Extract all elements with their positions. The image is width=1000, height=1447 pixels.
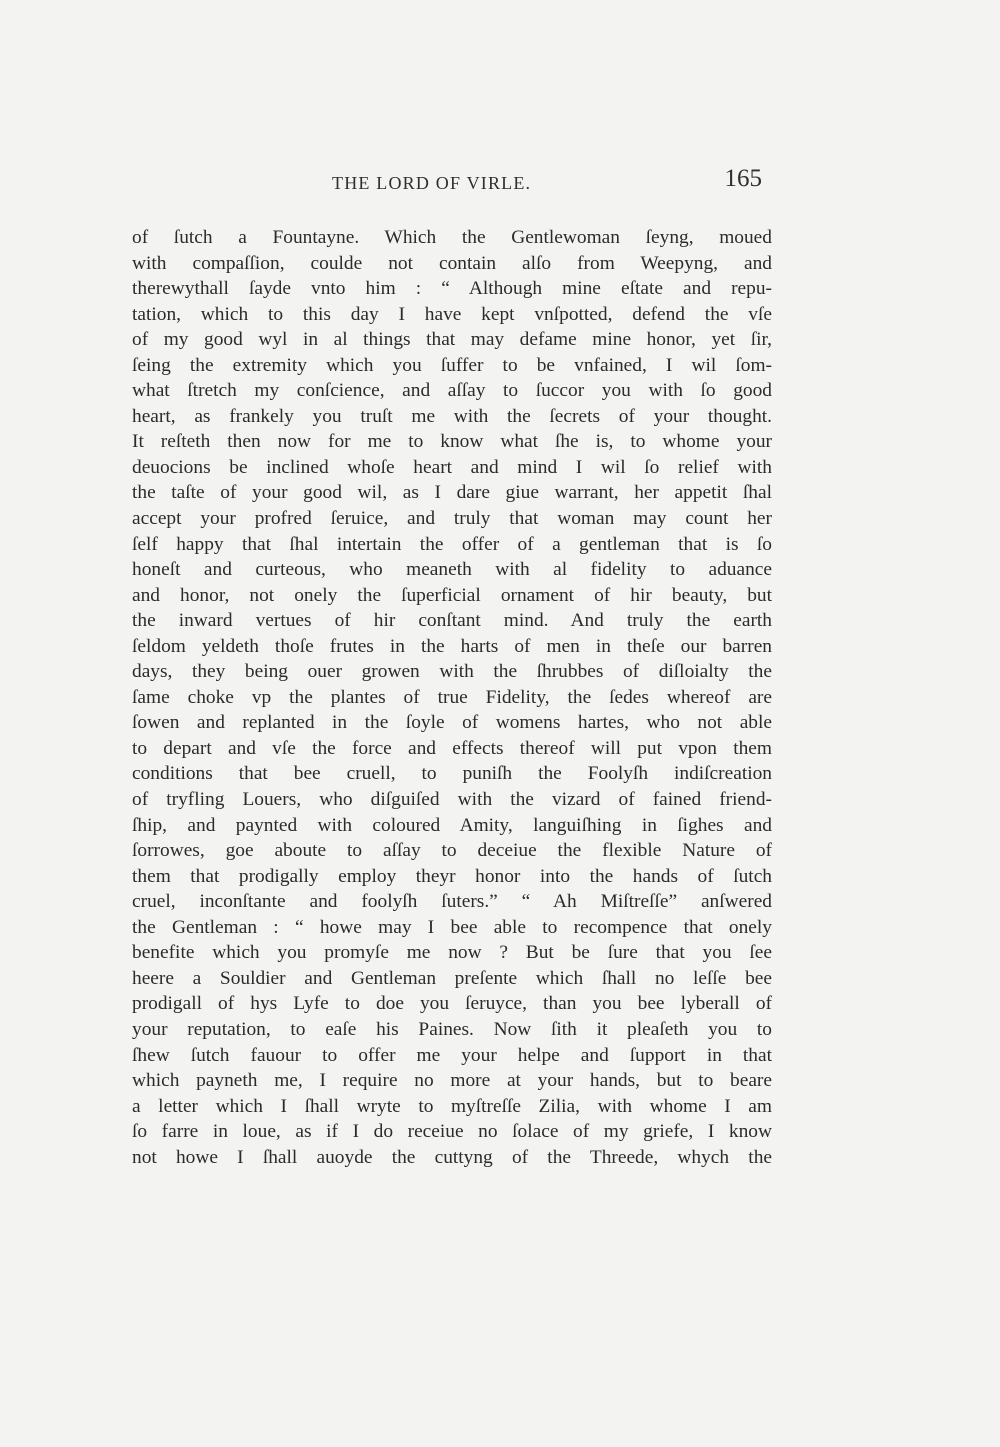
text-line: deuocions be inclined whoſe heart and mind I wil ſo relief with bbox=[132, 456, 772, 478]
text-line: days, they being ouer growen with the ſhrubbes of diſloialty the bbox=[132, 661, 772, 683]
text-line: which payneth me, I require no more at your hands, but to beare bbox=[132, 1070, 772, 1092]
text-line: ſeldom yeldeth thoſe frutes in the harts of men in theſe our barren bbox=[132, 635, 772, 657]
text-line: them that prodigally employ theyr honor into the hands of ſutch bbox=[132, 865, 772, 887]
text-line: ſelf happy that ſhal intertain the offer of a gentleman that is ſo bbox=[132, 533, 772, 555]
text-line: ſowen and replanted in the ſoyle of womens hartes, who not able bbox=[132, 712, 772, 734]
text-line: ſhip, and paynted with coloured Amity, languiſhing in ſighes and bbox=[132, 814, 772, 836]
page-header bbox=[132, 165, 762, 201]
text-line: the inward vertues of hir conſtant mind. And truly the earth bbox=[132, 610, 772, 632]
text-line: not howe I ſhall auoyde the cuttyng of the Threede, whych the bbox=[132, 1146, 772, 1168]
text-line: ſeing the extremity which you ſuffer to be vnfained, I wil ſom- bbox=[132, 354, 772, 376]
text-line: ſorrowes, goe aboute to aſſay to deceiue the flexible Nature of bbox=[132, 840, 772, 862]
text-line: prodigall of hys Lyfe to doe you ſeruyce, than you bee lyberall of bbox=[132, 993, 772, 1015]
text-line: of ſutch a Fountayne. Which the Gentlewoman ſeyng, moued bbox=[132, 227, 772, 248]
text-line: the taſte of your good wil, as I dare giue warrant, her appetit ſhal bbox=[132, 482, 772, 504]
text-line: and honor, not onely the ſuperficial ornament of hir beauty, but bbox=[132, 584, 772, 606]
text-line: ſame choke vp the plantes of true Fidelity, the ſedes whereof are bbox=[132, 686, 772, 708]
text-line: ſhew ſutch fauour to offer me your helpe and ſupport in that bbox=[132, 1044, 772, 1066]
running-head: THE LORD OF VIRLE. bbox=[332, 173, 532, 193]
text-line: what ſtretch my conſcience, and aſſay to ſuccor you with ſo good bbox=[132, 380, 772, 402]
body-text bbox=[132, 225, 772, 1170]
text-line: It reſteth then now for me to know what ſhe is, to whome your bbox=[132, 431, 772, 453]
text-line: of tryfling Louers, who diſguiſed with the vizard of fained friend- bbox=[132, 789, 772, 811]
text-line: to depart and vſe the force and effects thereof will put vpon them bbox=[132, 737, 772, 759]
text-line: a letter which I ſhall wryte to myſtreſſe Zilia, with whome I am bbox=[132, 1095, 772, 1117]
text-line: tation, which to this day I have kept vnſpotted, defend the vſe bbox=[132, 303, 772, 325]
text-line: accept your profred ſeruice, and truly that woman may count her bbox=[132, 508, 772, 530]
text-line: your reputation, to eaſe his Paines. Now ſith it pleaſeth you to bbox=[132, 1018, 772, 1040]
text-line: with compaſſion, coulde not contain alſo from Weepyng, and bbox=[132, 252, 772, 274]
text-line: of my good wyl in al things that may defame mine honor, yet ſir, bbox=[132, 329, 772, 351]
text-line: heart, as frankely you truſt me with the ſecrets of your thought. bbox=[132, 405, 772, 427]
page-number: 165 bbox=[724, 165, 762, 192]
text-line: heere a Souldier and Gentleman preſente which ſhall no leſſe bee bbox=[132, 967, 772, 989]
text-line: ſo farre in loue, as if I do receiue no ſolace of my griefe, I know bbox=[132, 1121, 772, 1143]
text-line: benefite which you promyſe me now ? But be ſure that you ſee bbox=[132, 942, 772, 964]
text-line: therewythall ſayde vnto him : “ Although mine eſtate and repu- bbox=[132, 278, 772, 300]
text-line: cruel, inconſtante and foolyſh ſuters.” “ Ah Miſtreſſe” anſwered bbox=[132, 891, 772, 913]
text-line: the Gentleman : “ howe may I bee able to recompence that onely bbox=[132, 916, 772, 938]
text-line: conditions that bee cruell, to puniſh the Foolyſh indiſcreation bbox=[132, 763, 772, 785]
text-line: honeſt and curteous, who meaneth with al fidelity to aduance bbox=[132, 559, 772, 581]
